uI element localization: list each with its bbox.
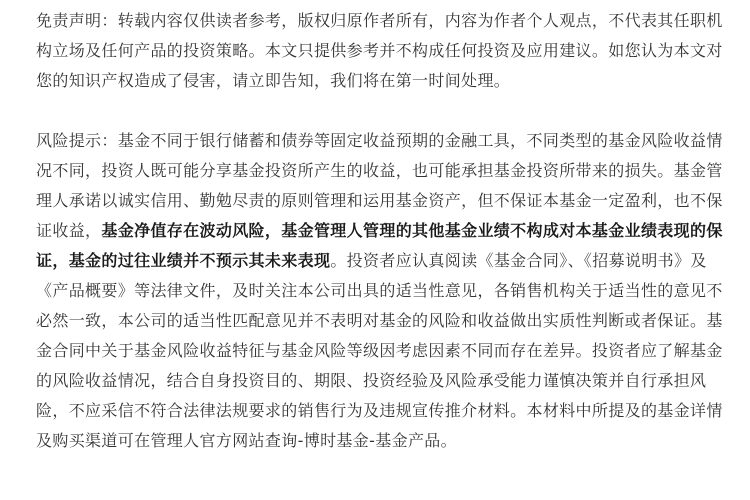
disclaimer-text: 免责声明：转载内容仅供读者参考，版权归原作者所有，内容为作者个人观点，不代表其任职机构立场及任何产品的投资策略。本文只提供参考并不构成任何投资及应用建议。如您认为本文对您的知识产权造成了侵害，请立即告知，我们将在第一时间处理。 [36, 11, 723, 90]
risk-warning-paragraph [36, 126, 729, 456]
disclaimer-paragraph [36, 6, 729, 96]
risk-warning-text-2: 。投资者应认真阅读《基金合同》、《招募说明书》及《产品概要》等法律文件，及时关注本公司出具的适当性意见，各销售机构关于适当性的意见不必然一致，本公司的适当性匹配意见并不表明对基金的风险和收益做出实质性判断或者保证。基金合同中关于基金风险收益特征与基金风险等级因考虑因素不同而存在差异。投资者应了解基金的风险收益情况，结合自身投资目的、期限、投资经验及风险承受能力谨慎决策并自行承担风险，不应采信不符合法律法规要求的销售行为及违规宣传推介材料。本材料中所提及的基金详情及购买渠道可在管理人官方网站查询-博时基金-基金产品。 [36, 251, 723, 450]
risk-warning-bold-text: 基金净值存在波动风险，基金管理人管理的其他基金业绩不构成对本基金业绩表现的保证，基金的过往业绩并不预示其未来表现 [36, 221, 723, 270]
risk-warning-text-1: 风险提示：基金不同于银行储蓄和债券等固定收益预期的金融工具，不同类型的基金风险收益情况不同，投资人既可能分享基金投资所产生的收益，也可能承担基金投资所带来的损失。基金管理人承诺以诚实信用、勤勉尽责的原则管理和运用基金资产，但不保证本基金一定盈利，也不保证收益， [36, 131, 723, 240]
